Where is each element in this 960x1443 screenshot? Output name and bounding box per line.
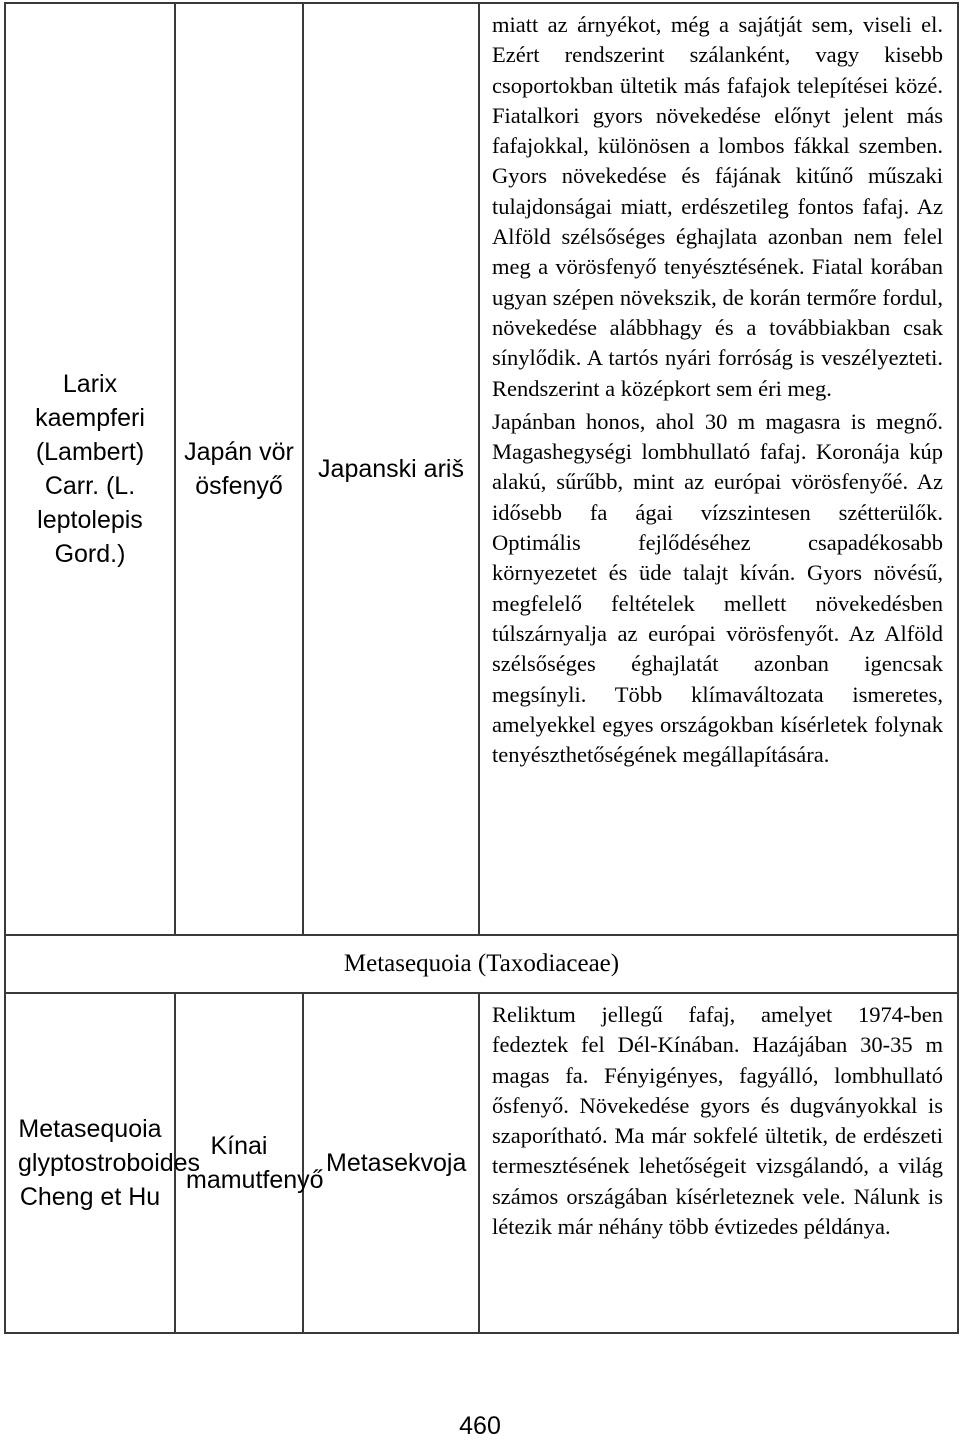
- hungarian-name: Japán vörösfenyő: [175, 3, 303, 935]
- latin-name: Larix kaempferi (Lambert) Carr. (L. leptolepis Gord.): [5, 3, 175, 935]
- genus-row: [5, 935, 958, 993]
- description-paragraph: miatt az árnyékot, még a sajátját sem, viseli el. Ezért rendszerint szálanként, vagy kisebb csoportokban ültetik más fafajok telepítései közé. Fiatalkori gyors növekedése előnyt jelent más fafajokkal, különösen a lombos fákkal szemben. Gyors növekedése és fájának kitűnő műszaki tulajdonságai miatt, erdészetileg fontos fafaj. Az Alföld szélsőséges éghajlata azonban nem felel meg a vörösfenyő tenyésztésének. Fiatal korában ugyan szépen növekszik, de korán termőre fordul, növekedése alábbhagy és a továbbiakban csak sínylődik. A tartós nyári forróság is veszélyezteti. Rendszerint a középkort sem éri meg.: [492, 12, 943, 401]
- local-name: Japanski ariš: [303, 3, 479, 935]
- page-number: 460: [459, 1412, 501, 1440]
- hungarian-name: Kínai mamutfenyő: [175, 993, 303, 1333]
- genus-heading: Metasequoia (Taxodiaceae): [5, 935, 958, 993]
- species-table: [4, 2, 959, 1334]
- description-paragraph: Reliktum jellegű fafaj, amelyet 1974-ben fedeztek fel Dél-Kínában. Hazájában 30-35 m magas fa. Fényigényes, fagyálló, lombhullató ősfenyő. Növekedése gyors és dugványokkal is szaporítható. Ma már sokfelé ültetik, de erdészeti termesztésének lehetőségeit vizsgálandó, a világ számos országában kísérleteznek vele. Nálunk is létezik már néhány több évtizedes példánya.: [492, 1002, 943, 1240]
- table-row: [5, 993, 958, 1333]
- description-paragraph: Japánban honos, ahol 30 m magasra is megnő. Magashegységi lombhullató fafaj. Koronája kúp alakú, sűrűbb, mint az európai vörösfenyőé. Az idősebb fa ágai vízszintesen szétterülők. Optimális fejlődéséhez csapadékosabb környezetet és üde talajt kíván. Gyors növésű, megfelelő feltételek mellett növekedésben túlszárnyalja az európai vörösfenyőt. Az Alföld szélsőséges éghajlatát azonban igencsak megsínyli. Több klímaváltozata ismeretes, amelyekkel egyes országokban kísérletek folynak tenyészthetőségének megállapítására.: [492, 408, 943, 768]
- description-cell: [479, 993, 958, 1333]
- local-name: Metasekvoja: [303, 993, 479, 1333]
- latin-name: Metasequoia glyptostroboides Cheng et Hu: [5, 993, 175, 1333]
- table-row: [5, 3, 958, 935]
- description-cell: [479, 3, 958, 935]
